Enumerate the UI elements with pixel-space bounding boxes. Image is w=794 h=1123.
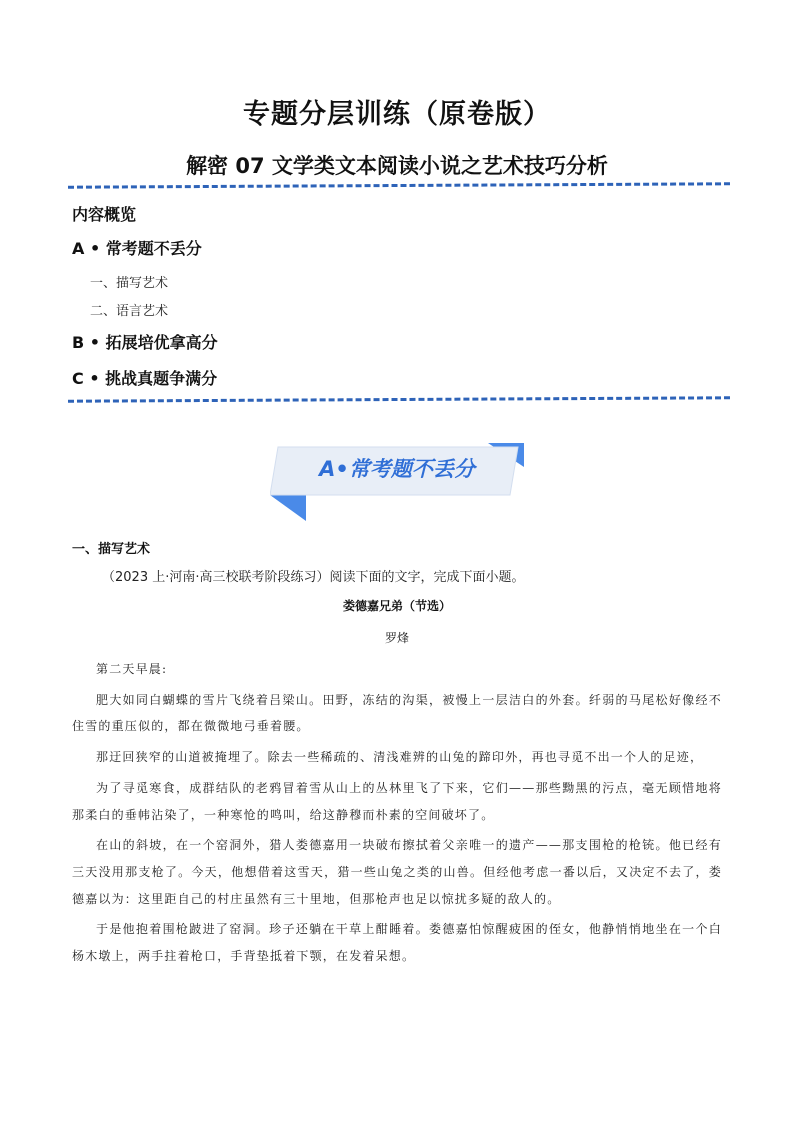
page-title: 专题分层训练（原卷版） — [243, 99, 551, 130]
page-subtitle: 解密 07 文学类文本阅读小说之艺术技巧分析 — [186, 154, 608, 178]
story-paragraph: 于是他抱着围枪跛进了窑洞。珍子还躺在干草上酣睡着。娄德嘉怕惊醒疲困的侄女，他静悄悄地坐在一个白杨木墩上，两手拄着枪口，手背垫抵着下颚，在发着呆想。 — [72, 922, 722, 964]
divider-top — [68, 182, 730, 188]
story-title: 娄德嘉兄弟（节选） — [342, 599, 451, 613]
story-paragraph: 在山的斜坡，在一个窑洞外，猎人娄德嘉用一块破布擦拭着父亲唯一的遗产——那支围枪的枪铳。他已经有三天没用那支枪了。今天，他想借着这雪天，猎一些山兔之类的山兽。但经他考虑一番以后，又决定不去了，娄德嘉以为：这里距自己的村庄虽然有三十里地，但那枪声也足以惊扰多疑的敌人的。 — [72, 838, 722, 906]
toc-heading: 内容概览 — [72, 205, 137, 224]
story-paragraph: 肥大如同白蝴蝶的雪片飞绕着吕梁山。田野，冻结的沟渠，被慢上一层洁白的外套。纤弱的马尾松好像经不住雪的重压似的，都在微微地弓垂着腰。 — [72, 692, 722, 734]
story-paragraph: 第二天早晨: — [96, 662, 168, 676]
toc-subitem-2: 二、语言艺术 — [90, 304, 169, 319]
story-body — [72, 656, 722, 974]
section-heading: 一、描写艺术 — [72, 542, 151, 557]
divider-bottom — [68, 396, 730, 402]
toc-section-b: B • 拓展培优拿高分 — [72, 333, 218, 352]
story-author: 罗烽 — [384, 631, 409, 645]
question-source: （2023 上·河南·高三校联考阶段练习）阅读下面的文字，完成下面小题。 — [102, 570, 525, 585]
toc-section-a: A • 常考题不丢分 — [72, 239, 202, 258]
section-banner — [270, 443, 524, 521]
toc-subitem-1: 一、描写艺术 — [90, 276, 169, 291]
banner-label: A•常考题不丢分 — [319, 457, 475, 481]
story-paragraph: 那迂回狭窄的山道被掩埋了。除去一些稀疏的、清浅难辨的山兔的蹄印外，再也寻觅不出一个人的足迹， — [96, 750, 704, 765]
toc-section-c: C • 挑战真题争满分 — [72, 369, 218, 388]
story-paragraph: 为了寻觅寒食，成群结队的老鸦冒着雪从山上的丛林里飞了下来，它们——那些黝黑的污点，毫无顾惜地将那柔白的垂帏沾染了，一种寒怆的鸣叫，给这静穆而朴素的空间破坏了。 — [72, 780, 722, 822]
